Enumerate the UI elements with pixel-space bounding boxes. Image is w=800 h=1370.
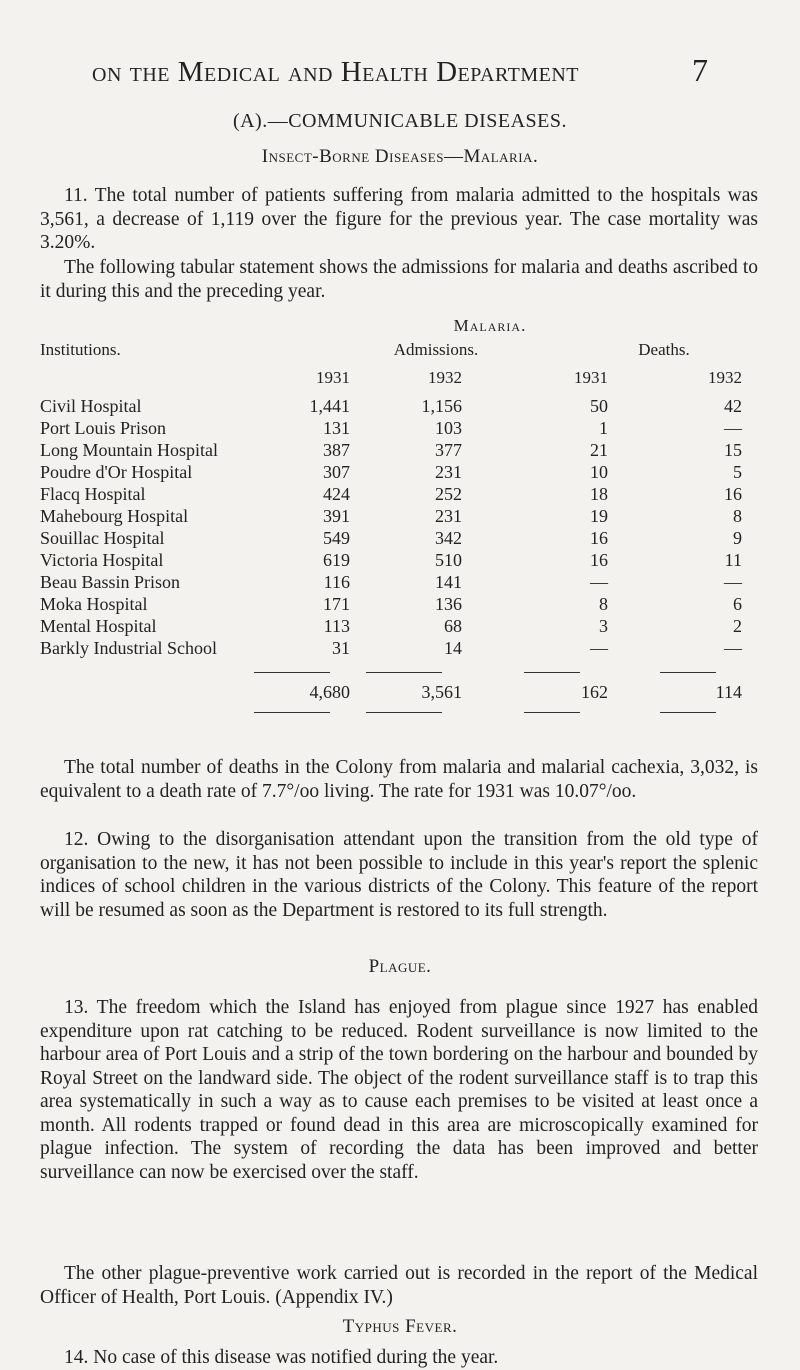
deaths-1932: 42 [724, 396, 742, 416]
paragraph-11-text: 11. The total number of patients suffering from malaria admitted to the hospitals was 3,561, a decrease of 1,119 over the figure for the previous year. The case mortality was 3.20%. [40, 185, 758, 253]
deaths-1932: 5 [733, 462, 742, 482]
institution-name: Poudre d'Or Hospital [40, 462, 193, 482]
deaths-1931: — [590, 572, 608, 592]
table-row [40, 594, 780, 616]
section-title: (A).—COMMUNICABLE DISEASES. [232, 110, 568, 132]
admissions-1932: 231 [435, 462, 462, 482]
table-row [40, 462, 780, 484]
institution-name: Mental Hospital [40, 616, 157, 636]
paragraph-13-continued [40, 1262, 758, 1309]
deaths-1931: 3 [599, 616, 608, 636]
total-deaths-1932: 114 [715, 682, 742, 702]
totals-row [40, 682, 780, 704]
deaths-1931: 50 [590, 396, 608, 416]
paragraph-11 [40, 184, 758, 255]
paragraph-14 [40, 1346, 758, 1370]
deaths-1932: 15 [724, 440, 742, 460]
rule-top-adm-1932 [366, 672, 442, 673]
year-header-adm-1932: 1932 [428, 368, 462, 387]
paragraph-13 [40, 996, 758, 1184]
deaths-1931: 10 [590, 462, 608, 482]
paragraph-11b-text: The following tabular statement shows the admissions for malaria and deaths ascribed to it during this and the preceding year. [40, 257, 758, 302]
table-title: Malaria. [453, 316, 527, 335]
deaths-1931: — [590, 638, 608, 658]
subsection-title: Insect-Borne Diseases—Malaria. [261, 146, 539, 167]
deaths-1932: — [724, 638, 742, 658]
deaths-1931: 18 [590, 484, 608, 504]
total-admissions-1932: 3,561 [421, 682, 462, 702]
table-row [40, 616, 780, 638]
rule-bottom-deaths-1931 [524, 712, 580, 713]
admissions-1931: 549 [323, 528, 350, 548]
rule-bottom-adm-1932 [366, 712, 442, 713]
deaths-1931: 1 [599, 418, 608, 438]
deaths-1932: — [724, 572, 742, 592]
deaths-1931: 16 [590, 550, 608, 570]
table-row [40, 440, 780, 462]
deaths-header: Deaths. [638, 340, 690, 359]
admissions-1931: 1,441 [309, 396, 350, 416]
table-row [40, 396, 780, 418]
paragraph-13-text: 13. The freedom which the Island has enjoyed from plague since 1927 has enabled expenditure upon rat catching to be reduced. Rodent surveillance is now limited to the harbour area of Port Louis and a strip of the town bordering on the harbour and bounded by Royal Street on the landward side. The object of the rodent surveillance staff is to trap this area systematically in such a way as to cause each premises to be visited at least once a month. All rodents trapped or found dead in this area are microscopically examined for plague infection. The system of recording the data has been improved and better surveillance can now be exercised over the staff. [40, 997, 758, 1183]
deaths-1932: 11 [724, 550, 742, 570]
table-row [40, 528, 780, 550]
admissions-1932: 103 [435, 418, 462, 438]
table-row [40, 506, 780, 528]
institution-name: Beau Bassin Prison [40, 572, 181, 592]
institution-name: Port Louis Prison [40, 418, 167, 438]
institutions-header: Institutions. [40, 340, 121, 359]
admissions-1931: 113 [323, 616, 350, 636]
admissions-1931: 424 [323, 484, 350, 504]
heading-typhus: Typhus Fever. [342, 1316, 458, 1337]
admissions-1931: 387 [323, 440, 350, 460]
admissions-1931: 131 [323, 418, 350, 438]
admissions-1932: 141 [435, 572, 462, 592]
admissions-1932: 136 [435, 594, 462, 614]
deaths-1932: 16 [724, 484, 742, 504]
paragraph-11-continued [40, 256, 758, 303]
paragraph-12 [40, 828, 758, 922]
admissions-1932: 252 [435, 484, 462, 504]
rule-top-deaths-1931 [524, 672, 580, 673]
admissions-1931: 307 [323, 462, 350, 482]
admissions-1932: 342 [435, 528, 462, 548]
institution-name: Mahebourg Hospital [40, 506, 189, 526]
institution-name: Souillac Hospital [40, 528, 165, 548]
admissions-header: Admissions. [393, 340, 479, 359]
rule-top-adm-1931 [254, 672, 330, 673]
institution-name: Barkly Industrial School [40, 638, 217, 658]
heading-plague: Plague. [368, 956, 432, 977]
deaths-1931: 16 [590, 528, 608, 548]
rule-bottom-deaths-1932 [660, 712, 716, 713]
deaths-1931: 8 [599, 594, 608, 614]
admissions-1932: 377 [435, 440, 462, 460]
institution-name: Flacq Hospital [40, 484, 146, 504]
rule-top-deaths-1932 [660, 672, 716, 673]
deaths-1932: 6 [733, 594, 742, 614]
admissions-1931: 391 [323, 506, 350, 526]
institution-name: Moka Hospital [40, 594, 148, 614]
deaths-1932: — [724, 418, 742, 438]
table-row [40, 638, 780, 660]
total-deaths-1931: 162 [581, 682, 608, 702]
deaths-1932: 9 [733, 528, 742, 548]
year-header-adm-1931: 1931 [316, 368, 350, 387]
page-number: 7 [692, 52, 708, 88]
admissions-1931: 619 [323, 550, 350, 570]
deaths-1931: 21 [590, 440, 608, 460]
admissions-1932: 1,156 [421, 396, 462, 416]
paragraph-12-text: 12. Owing to the disorganisation attendant upon the transition from the old type of organisation to the new, it has not been possible to include in this year's report the splenic indices of school children in the various districts of the Colony. This feature of the report will be resumed as soon as the Department is restored to its full strength. [40, 829, 758, 921]
admissions-1931: 116 [323, 572, 350, 592]
year-header-deaths-1931: 1931 [574, 368, 608, 387]
institution-name: Civil Hospital [40, 396, 142, 416]
admissions-1932: 68 [444, 616, 462, 636]
table-row [40, 418, 780, 440]
paragraph-14-text: 14. No case of this disease was notified during the year. [64, 1347, 499, 1368]
deaths-1932: 8 [733, 506, 742, 526]
deaths-1932: 2 [733, 616, 742, 636]
admissions-1931: 171 [323, 594, 350, 614]
total-admissions-1931: 4,680 [309, 682, 350, 702]
table-row [40, 572, 780, 594]
table-row [40, 484, 780, 506]
paragraph-13b-text: The other plague-preventive work carried out is recorded in the report of the Medical Officer of Health, Port Louis. (Appendix IV.) [40, 1263, 758, 1308]
paragraph-death-rate [40, 756, 758, 803]
rule-bottom-adm-1931 [254, 712, 330, 713]
paragraph-death-rate-text: The total number of deaths in the Colony from malaria and malarial cachexia, 3,032, is equivalent to a death rate of 7.7°/oo living. The rate for 1931 was 10.07°/oo. [40, 757, 758, 802]
admissions-1932: 231 [435, 506, 462, 526]
admissions-1932: 510 [435, 550, 462, 570]
table-row [40, 550, 780, 572]
running-head: on the Medical and Health Department [92, 56, 579, 88]
admissions-1931: 31 [332, 638, 350, 658]
year-header-deaths-1932: 1932 [708, 368, 742, 387]
institution-name: Victoria Hospital [40, 550, 164, 570]
deaths-1931: 19 [590, 506, 608, 526]
institution-name: Long Mountain Hospital [40, 440, 218, 460]
admissions-1932: 14 [444, 638, 462, 658]
